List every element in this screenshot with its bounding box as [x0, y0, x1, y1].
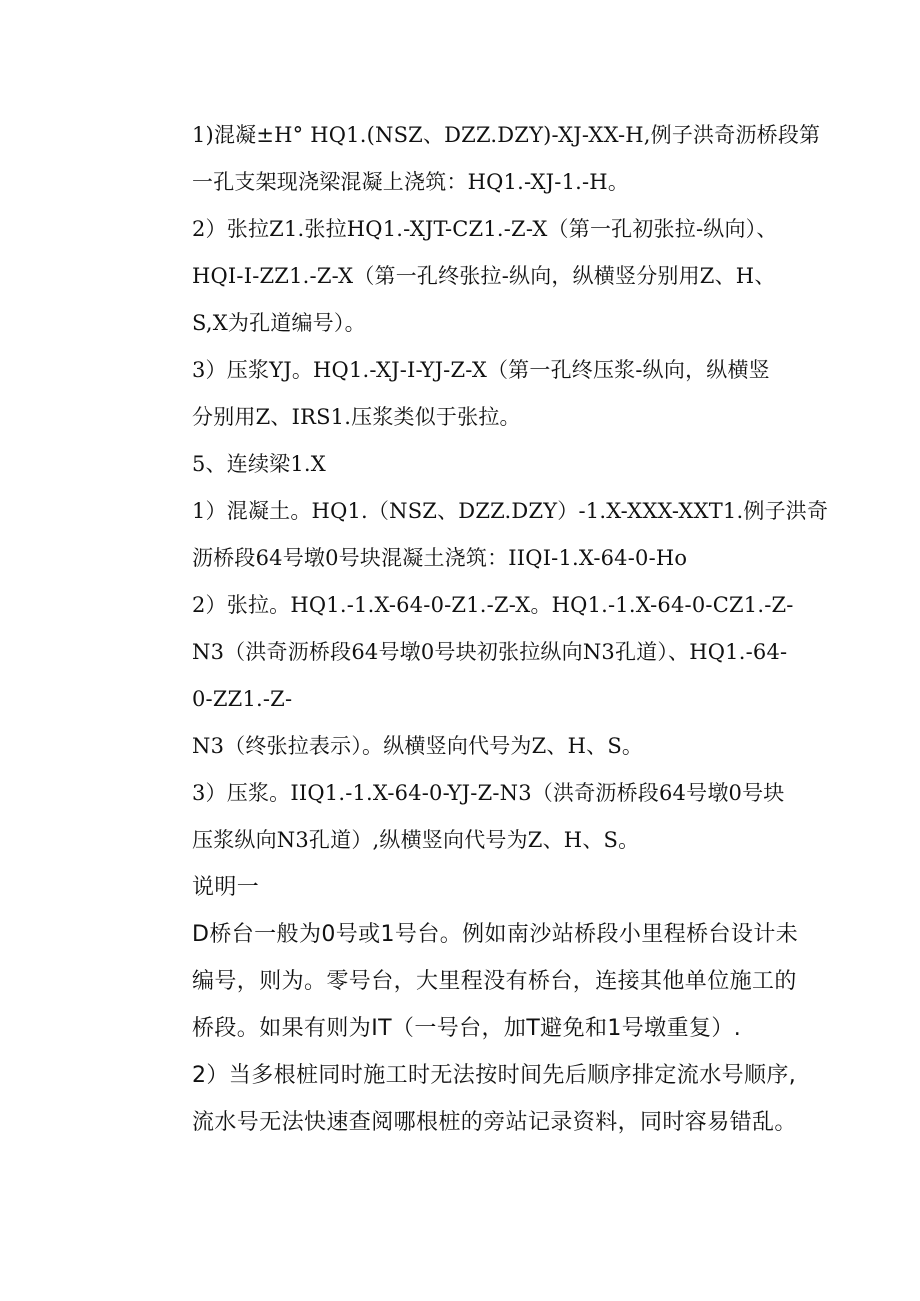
- text-line: 沥桥段64号墩0号块混凝土浇筑：IIQI-1.X-64-0-Ho: [192, 546, 688, 570]
- text-line: 2）张拉。HQ1.-1.X-64-0-Z1.-Z-X。HQ1.-1.X-64-0-CZ1.-Z-: [192, 593, 794, 617]
- section-heading: 说明一: [192, 875, 260, 900]
- text-line: 1）混凝土。HQ1.（NSZ、DZZ.DZY）-1.X-XXX-XXT1.例子洪奇: [192, 499, 829, 523]
- text-line: 3）压浆YJ。HQ1.-XJ-I-YJ-Z-X（第一孔终压浆-纵向，纵横竖: [192, 358, 770, 382]
- text-line: 3）压浆。IIQ1.-1.X-64-0-YJ-Z-N3（洪奇沥桥段64号墩0号块: [192, 781, 785, 805]
- text-line: 桥段。如果有则为IT（一号台，加T避免和1号墩重复）.: [192, 1016, 742, 1041]
- document-body: [192, 112, 829, 1146]
- text-line: 一孔支架现浇梁混凝上浇筑：HQ1.-XJ-1.-H。: [192, 170, 630, 194]
- text-line: 压浆纵向N3孔道）,纵横竖向代号为Z、H、S。: [192, 828, 640, 852]
- text-line: HQI-I-ZZ1.-Z-X（第一孔终张拉-纵向，纵横竖分别用Z、H、: [192, 264, 776, 288]
- text-line: N3（洪奇沥桥段64号墩0号块初张拉纵向N3孔道）、HQ1.-64-: [192, 640, 788, 664]
- text-line: D桥台一般为0号或1号台。例如南沙站桥段小里程桥台设计未: [192, 922, 799, 947]
- text-line: 分别用Z、IRS1.压浆类似于张拉。: [192, 405, 521, 429]
- text-line: 2）当多根桩同时施工时无法按时间先后顺序排定流水号顺序,: [192, 1063, 797, 1088]
- text-line: 0-ZZ1.-Z-: [192, 687, 293, 711]
- text-line: 2）张拉Z1.张拉HQ1.-XJT-CZ1.-Z-X（第一孔初张拉-纵向）、: [192, 217, 778, 241]
- text-line: 编号，则为。零号台，大里程没有桥台，连接其他单位施工的: [192, 969, 797, 994]
- text-line: N3（终张拉表示）。纵横竖向代号为Z、H、S。: [192, 734, 644, 758]
- text-line: 流水号无法快速查阅哪根桩的旁站记录资料，同时容易错乱。: [192, 1110, 797, 1135]
- section-heading: 5、连续梁1.X: [192, 452, 326, 476]
- text-line: 1)混凝±H° HQ1.(NSZ、DZZ.DZY)-XJ-XX-H,例子洪奇沥桥段第: [192, 123, 821, 147]
- text-line: S,X为孔道编号）。: [192, 311, 366, 335]
